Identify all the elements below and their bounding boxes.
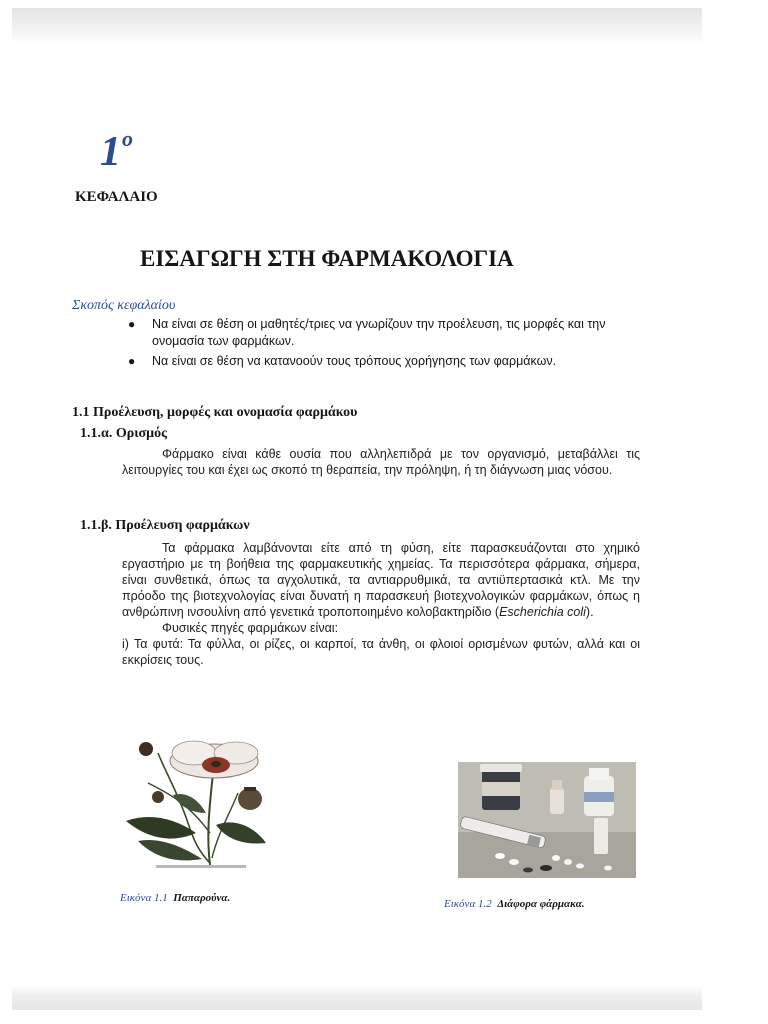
plants-line: i) Τα φυτά: Τα φύλλα, οι ρίζες, οι καρποί, τα άνθη, οι φλοιοί ορισμένων φυτών, αλλά και οι εκκρίσεις τους. bbox=[122, 637, 640, 667]
origin-paragraph: Τα φάρμακα λαμβάνονται είτε από τη φύση, είτε παρασκευάζονται στο χημικό εργαστήριο με τη βοήθεια της φαρμακευτικής χημείας. Τα περισσότερα φάρμακα, σήμερα, είναι συνθετικά, όπως τα αγχολυτικά, τα αντιαρρυθμικά, τα αντιϋπερτασικά κτλ. Με την πρόοδο της βιοτεχνολογίας είναι δυνατή η παρασκευή βιοτεχνολογικών φαρμάκων, όπως η ανθρώπινη ινσουλίνη από γενετικά τροποποιημένο κολοβακτηρίδιο (Escherichia coli). Φυσικές πηγές φαρμάκων είναι: i) Τα φυτά: Τα φύλλα, οι ρίζες, οι καρποί, τα άνθη, οι φλοιοί ορισμένων φυτών, αλλά και οι εκκρίσεις τους. bbox=[122, 541, 640, 667]
list-item: ● Να είναι σε θέση οι μαθητές/τριες να γνωρίζουν την προέλευση, τις μορφές και την ονομασία των φαρμάκων. bbox=[128, 317, 606, 348]
chapter-number: $1^o$ bbox=[100, 126, 134, 175]
bullet-icon: ● bbox=[128, 354, 136, 368]
medicines-photo bbox=[458, 762, 636, 878]
chapter-label: ΚΕΦΑΛΑΙΟ bbox=[75, 189, 158, 205]
scan-top-edge bbox=[12, 8, 702, 44]
page-title: ΕΙΣΑΓΩΓΗ ΣΤΗ ΦΑΡΜΑΚΟΛΟΓΙΑ bbox=[140, 246, 514, 271]
subsection-heading-a: 1.1.α. Ορισμός bbox=[80, 426, 167, 441]
natural-sources-line: Φυσικές πηγές φαρμάκων είναι: bbox=[162, 621, 339, 635]
figure-2-caption: Εικόνα 1.2 Διάφορα φάρμακα. bbox=[444, 898, 585, 910]
section-heading: 1.1 Προέλευση, μορφές και ονομασία φαρμάκου bbox=[72, 405, 358, 420]
aims-list bbox=[128, 316, 643, 373]
subsection-heading-b: 1.1.β. Προέλευση φαρμάκων bbox=[80, 518, 250, 533]
definition-paragraph: Φάρμακο είναι κάθε ουσία που αλληλεπιδρά με τον οργανισμό, μεταβάλλει τις λειτουργίες του και έχει ως σκοπό τη θεραπεία, την πρόληψη, ή τη διάγνωση μιας νόσου. bbox=[122, 447, 640, 477]
scan-bottom-edge bbox=[12, 986, 702, 1010]
bullet-icon: ● bbox=[128, 317, 136, 331]
figure-1-caption: Εικόνα 1.1 Παπαρούνα. bbox=[120, 892, 231, 904]
aims-heading: Σκοπός κεφαλαίου bbox=[72, 298, 176, 313]
poppy-illustration bbox=[118, 733, 278, 873]
list-item: ● Να είναι σε θέση να κατανοούν τους τρόπους χορήγησης των φαρμάκων. bbox=[128, 354, 557, 368]
